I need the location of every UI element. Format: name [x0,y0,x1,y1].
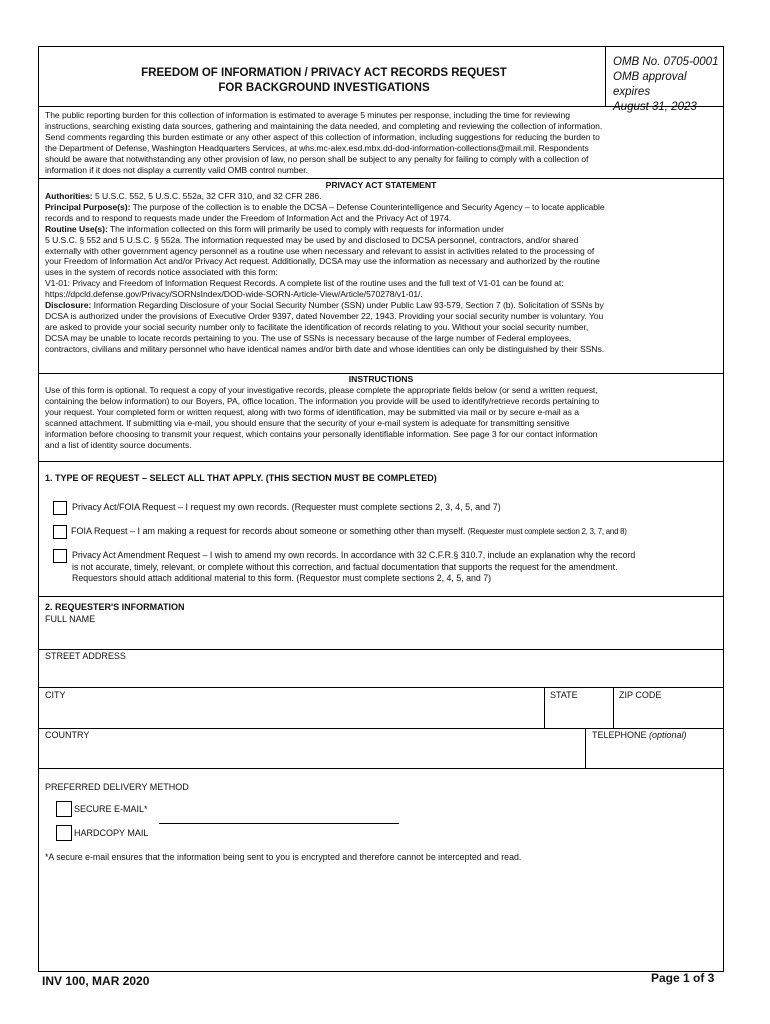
delivery-label: PREFERRED DELIVERY METHOD [45,782,189,792]
city-label: CITY [45,690,66,700]
hardcopy-label: HARDCOPY MAIL [74,828,149,838]
foia-text: FOIA Request – I am making a request for records about someone or something other than myself. [71,526,466,536]
authorities-line [45,191,719,202]
amendment-label [72,550,722,585]
telephone-text: TELEPHONE [592,730,647,740]
header-rule [39,106,723,107]
disclosure-text: Information Regarding Disclosure of your Social Security Number (SSN) under Public Law 93-579, Section 7 (b). Solicitation of SSNs by [91,300,604,311]
foia-note: (Requester must complete section 2, 3, 7, and 8) [467,527,627,536]
country-label: COUNTRY [45,730,90,740]
form-title [39,66,609,96]
section2-heading: 2. REQUESTER'S INFORMATION [45,602,185,612]
instructions-line: information before choosing to transmit your request, which contains your personally identifiable information. See page 3 for our contact information [45,428,598,439]
zip-field[interactable] [614,688,723,728]
secure-email-footnote: *A secure e-mail ensures that the information being sent to you is encrypted and therefore cannot be intercepted and read. [45,852,522,862]
purpose-line [45,202,719,213]
instructions-line: and a list of identity source documents. [45,439,192,450]
burden-statement [45,110,719,175]
privacy-foia-checkbox[interactable] [53,501,67,515]
burden-line: Send comments regarding this burden estimate or any other aspect of this collection of information, including suggestions for reducing the burden to [45,131,600,142]
disclosure-line: DCSA may be unable to locate records pertaining to you. The use of SSNs is necessary because of the large number of Federal employees, [45,332,572,343]
instructions-line: Use of this form is optional. To request a copy of your investigative records, please complete the appropriate fields below (or send a written request, [45,385,598,395]
secure-email-line[interactable] [159,823,399,824]
disclosure-label: Disclosure: [45,300,92,311]
instructions-line: your request. Your completed form or written request, along with two forms of identification, may be submitted via mail or by secure e-mail as a [45,406,579,417]
authorities-text: 5 U.S.C. 552, 5 U.S.C. 552a, 32 CFR 310, and 32 CFR 286. [92,191,322,201]
routine-line: your Freedom of Information Act and/or Privacy Act request. Additionally, DCSA may use the information as necessary and authorized by the routine [45,256,600,267]
routine-line: V1-01: Privacy and Freedom of Information Request Records. A complete list of the routine uses and the full text of V1-01 can be found at: [45,278,564,289]
form-title-line2: FOR BACKGROUND INVESTIGATIONS [218,82,430,94]
amendment-checkbox[interactable] [53,549,67,563]
instructions-rule [39,461,723,462]
disclosure-line: are asked to provide your social security number only to facilitate the identification of records relating to you. Without your social security number, [45,321,589,332]
page-number: Page 1 of 3 [651,971,715,985]
omb-number: OMB No. 0705-0001 [613,56,719,68]
state-label: STATE [550,690,578,700]
disclosure-line [45,300,719,311]
routine-line: externally with other government agency personnel as a routine use when necessary and relevant to assist in activities related to the processing of [45,245,595,256]
country-rule [39,768,723,769]
amendment-line: Requestors should attach additional material to this form. (Requestor must complete sections 2, 4, 5, and 7) [72,573,492,583]
omb-date: August 31, 2023 [613,101,697,113]
form-title-line1: FREEDOM OF INFORMATION / PRIVACY ACT RECORDS REQUEST [141,67,507,79]
state-field[interactable] [545,688,613,728]
city-field[interactable] [39,688,544,728]
form-id: INV 100, MAR 2020 [42,974,150,988]
section1-heading: 1. TYPE OF REQUEST – SELECT ALL THAT APPLY. (THIS SECTION MUST BE COMPLETED) [45,473,437,483]
country-field[interactable] [39,729,585,768]
hardcopy-checkbox[interactable] [56,825,72,841]
full-name-label: FULL NAME [45,614,96,624]
header-divider [605,47,606,106]
disclosure-line: contractors, civilians and military personnel who have identical names and/or birth date and whose identities can only be distinguished by their SSNs. [45,343,605,354]
authorities-label: Authorities: [45,191,93,201]
purpose-text: The purpose of the collection is to enable the DCSA – Defense Counterintelligence and Security Agency – to locate applicable [130,201,605,212]
routine-label: Routine Use(s): [45,223,108,234]
telephone-note: (optional) [649,730,687,740]
routine-line: 5 U.S.C. § 552 and 5 U.S.C. § 552a. The information requested may be used by and disclosed to DCSA personnel, contractors, and/or shared [45,234,579,245]
privacy-heading: PRIVACY ACT STATEMENT [325,180,437,190]
secure-email-label: SECURE E-MAIL* [74,804,148,814]
burden-line: The public reporting burden for this collection of information is estimated to average 5 minutes per response, including the time for reviewing [45,110,570,120]
routine-text: The information collected on this form will primarily be used to comply with requests for information under [107,223,504,234]
disclosure-line: DCSA is authorized under the provisions of Executive Order 9397, dated November 22, 1943. Providing your social security number is voluntary. You [45,310,604,321]
burden-rule [39,178,723,179]
burden-line: instructions, searching existing data sources, gathering and maintaining the data needed, and completing and reviewing the collection of information. [45,120,603,131]
instructions-line: scanned attachment. If submitting via e-mail, you should ensure that the security of your e-mail system is adequate for transmitting sensitive [45,417,570,428]
instructions-heading: INSTRUCTIONS [348,374,414,384]
zip-label: ZIP CODE [619,690,662,700]
purpose-label: Principal Purpose(s): [45,201,131,212]
routine-line [45,224,719,235]
secure-email-checkbox[interactable] [56,801,72,817]
privacy-statement [45,191,719,355]
instructions-line: containing the below information) to our Boyers, PA, office location. The information you provide will be used to identify/retrieve records pertaining to [45,395,600,406]
foia-checkbox[interactable] [53,525,67,539]
amendment-line: Privacy Act Amendment Request – I wish to amend my own records. In accordance with 32 C.F.R.§ 310.7, include an explanation why the record [72,550,636,560]
form-frame [38,46,724,972]
instructions-text [45,385,719,450]
burden-line: should be aware that notwithstanding any other provision of law, no person shall be subject to any penalty for failing to comply with a collection of [45,153,589,164]
section1-rule [39,596,723,597]
routine-line: https://dpcld.defense.gov/Privacy/SORNsIndex/DOD-wide-SORN-Article-View/Article/570278/v1-01/. [45,289,423,300]
privacy-foia-label: Privacy Act/FOIA Request – I request my own records. (Requester must complete sections 2, 3, 4, 5, and 7) [72,502,501,512]
routine-line: uses in the system of records notice associated with this form: [45,267,278,278]
street-address-field[interactable] [39,650,723,687]
amendment-line: is not accurate, timely, relevant, or complete without this correction, and factual documentation that supports the request for the amendment. [72,561,618,572]
foia-label [71,526,627,538]
burden-line: information if it does not display a currently valid OMB control number. [45,164,308,175]
omb-expires: OMB approval expires [613,71,687,98]
street-address-label: STREET ADDRESS [45,651,126,661]
full-name-field[interactable] [39,613,723,649]
telephone-field[interactable] [586,729,723,768]
burden-line: the Department of Defense, Washington Headquarters Services, at whs.mc-alex.esd.mbx.dd-dod-information-collections@mail.mil. Respondents [45,142,589,153]
purpose-line-2: records and to respond to requests made under the Freedom of Information Act and the Privacy Act of 1974. [45,212,452,223]
